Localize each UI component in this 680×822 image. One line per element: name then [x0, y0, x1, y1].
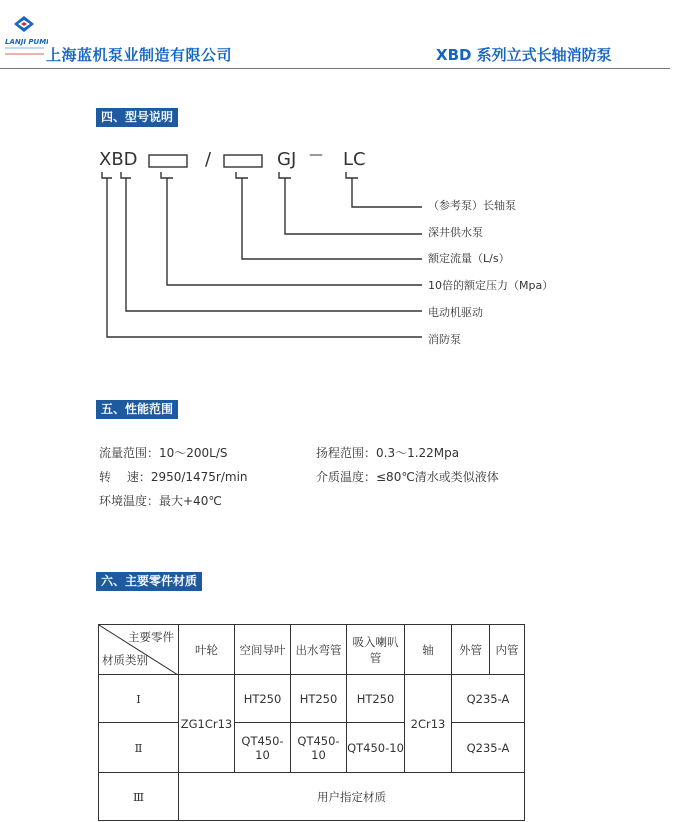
perf-flow: 流量范围：10～200L/S [99, 446, 228, 460]
perf-head: 扬程范围：0.3～1.22Mpa [316, 446, 460, 460]
class-cell: Ⅲ [99, 773, 179, 821]
outlet-elbow-cell: QT450-10 [291, 723, 347, 773]
materials-table [98, 624, 525, 821]
model-slash: / [205, 149, 212, 170]
label-rated-flow: 额定流量（L/s） [428, 252, 510, 265]
guide-vane-cell: HT250 [235, 675, 291, 723]
corner-top-label: 主要零件 [128, 630, 174, 644]
table-header-row [99, 625, 525, 675]
col-header-inner-pipe: 内管 [490, 625, 525, 675]
impeller-cell: ZG1Cr13 [179, 675, 235, 773]
corner-bottom-label: 材质类别 [102, 653, 148, 667]
col-header-impeller: 叶轮 [179, 625, 235, 675]
model-prefix: XBD [99, 149, 138, 170]
table-row [99, 675, 525, 723]
flow-placeholder-box [224, 155, 262, 167]
section-heading-model: 四、型号说明 [96, 108, 178, 127]
perf-env-temp: 环境温度：最大+40℃ [99, 494, 222, 508]
company-name: 上海蓝机泵业制造有限公司 [46, 46, 233, 64]
label-long-shaft-pump: （参考泵）长轴泵 [428, 199, 516, 212]
model-gj: GJ [277, 149, 297, 170]
label-deep-well-pump: 深井供水泵 [428, 226, 483, 239]
series-title: XBD 系列立式长轴消防泵 [436, 46, 612, 64]
section-heading-performance: 五、性能范围 [96, 400, 178, 419]
guide-vane-cell: QT450-10 [235, 723, 291, 773]
col-header-outer-pipe: 外管 [452, 625, 490, 675]
corner-cell [99, 625, 179, 675]
col-header-guide-vane: 空间导叶 [235, 625, 291, 675]
pressure-placeholder-box [149, 155, 187, 167]
table-row [99, 773, 525, 821]
model-dash: — [309, 147, 323, 163]
col-header-suction-bell: 吸入喇叭管 [347, 625, 405, 675]
label-rated-pressure: 10倍的额定压力（Mpa） [428, 279, 554, 292]
suction-bell-cell: QT450-10 [347, 723, 405, 773]
logo-text: LANJI PUMP [5, 38, 48, 46]
table-row [99, 723, 525, 773]
model-lc: LC [343, 149, 366, 170]
pipe-cell: Q235-A [452, 675, 525, 723]
perf-speed: 转 速：2950/1475r/min [99, 470, 248, 484]
label-motor-drive: 电动机驱动 [428, 306, 483, 319]
pipe-cell: Q235-A [452, 723, 525, 773]
outlet-elbow-cell: HT250 [291, 675, 347, 723]
label-fire-pump: 消防泵 [428, 333, 461, 346]
user-specified-cell: 用户指定材质 [179, 773, 525, 821]
model-diagram-lines [0, 0, 680, 360]
section-heading-materials: 六、主要零件材质 [96, 572, 202, 591]
col-header-shaft: 轴 [405, 625, 452, 675]
class-cell: Ⅱ [99, 723, 179, 773]
perf-medium: 介质温度：≤80℃清水或类似液体 [316, 470, 499, 484]
suction-bell-cell: HT250 [347, 675, 405, 723]
col-header-outlet-elbow: 出水弯管 [291, 625, 347, 675]
class-cell: Ⅰ [99, 675, 179, 723]
shaft-cell: 2Cr13 [405, 675, 452, 773]
